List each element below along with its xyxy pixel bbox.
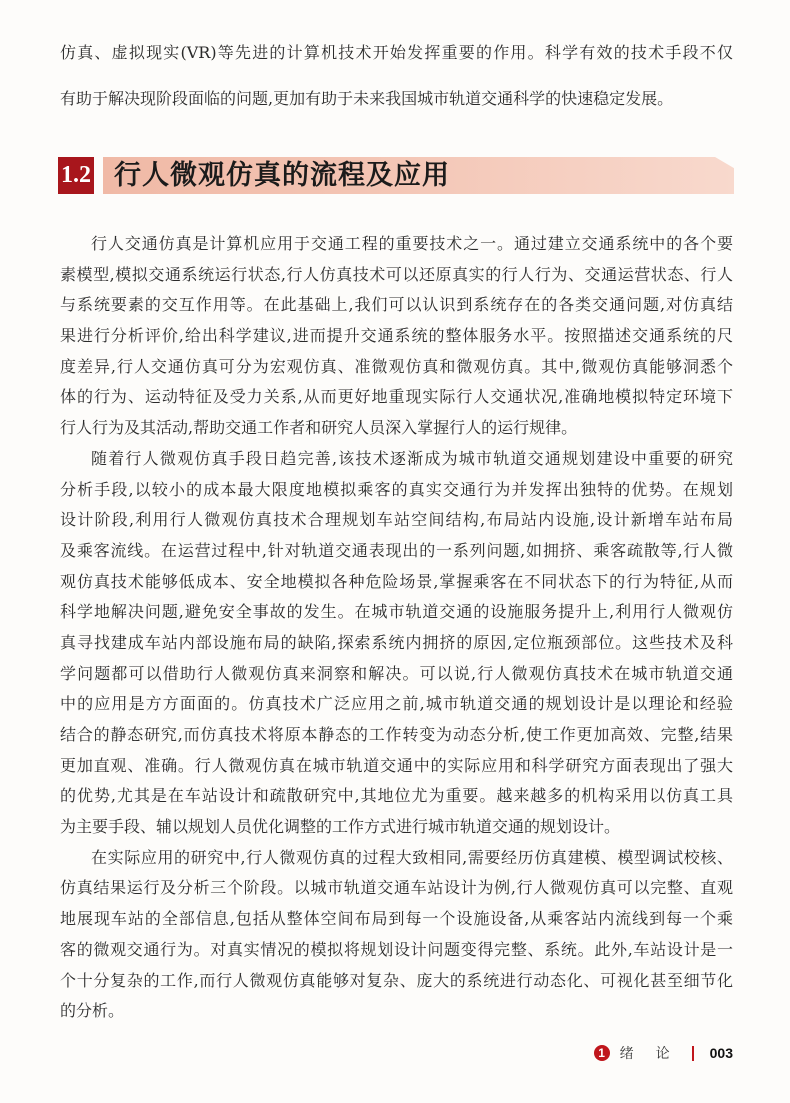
page-number: 003 <box>709 1045 733 1061</box>
text-line: 结合的静态研究,而仿真技术将原本静态的工作转变为动态分析,使工作更加高效、完整,结果 <box>60 725 733 744</box>
body-text <box>60 229 733 1027</box>
text-line: 行人交通仿真是计算机应用于交通工程的重要技术之一。通过建立交通系统中的各个要 <box>91 234 733 253</box>
text-line: 果进行分析评价,给出科学建议,进而提升交通系统的整体服务水平。按照描述交通系统的尺 <box>60 326 733 346</box>
text-line: 观仿真技术能够低成本、安全地模拟各种危险场景,掌握乘客在不同状态下的行为特征,从而 <box>60 571 733 591</box>
body-paragraph <box>60 843 733 1027</box>
text-line: 行人行为及其活动,帮助交通工作者和研究人员深入掌握行人的运行规律。 <box>60 418 578 438</box>
text-line: 素模型,模拟交通系统运行状态,行人仿真技术可以还原真实的行人行为、交通运营状态、行人 <box>60 264 733 284</box>
chapter-number-icon: 1 <box>594 1045 610 1061</box>
text-line: 的优势,尤其是在车站设计和疏散研究中,其地位尤为重要。越来越多的机构采用以仿真工具 <box>60 786 733 806</box>
text-line: 分析手段,以较小的成本最大限度地模拟乘客的真实交通行为并发挥出独特的优势。在规划 <box>60 479 733 499</box>
section-heading <box>58 157 734 194</box>
text-line: 在实际应用的研究中,行人微观仿真的过程大致相同,需要经历仿真建模、模型调试校核、 <box>91 847 733 867</box>
text-line: 科学地解决问题,避免安全事故的发生。在城市轨道交通的设施服务提升上,利用行人微观仿 <box>60 602 733 622</box>
section-number: 1.2 <box>58 157 94 194</box>
text-line: 仿真结果运行及分析三个阶段。以城市轨道交通车站设计为例,行人微观仿真可以完整、直观 <box>60 878 733 898</box>
text-line: 设计阶段,利用行人微观仿真技术合理规划车站空间结构,布局站内设施,设计新增车站布局 <box>60 510 733 530</box>
text-line: 更加直观、准确。行人微观仿真在城市轨道交通中的实际应用和科学研究方面表现出了强大 <box>60 755 733 775</box>
text-line: 为主要手段、辅以规划人员优化调整的工作方式进行城市轨道交通的规划设计。 <box>60 817 621 837</box>
text-line: 有助于解决现阶段面临的问题,更加有助于未来我国城市轨道交通科学的快速稳定发展。 <box>60 89 674 108</box>
intro-paragraph <box>60 30 733 122</box>
text-line: 体的行为、运动特征及受力关系,从而更好地重现实际行人交通状况,准确地模拟特定环境下 <box>60 387 733 407</box>
text-line: 度差异,行人交通仿真可分为宏观仿真、准微观仿真和微观仿真。其中,微观仿真能够洞悉个 <box>60 356 733 376</box>
section-title: 行人微观仿真的流程及应用 <box>114 160 450 191</box>
text-line: 的分析。 <box>60 1001 125 1021</box>
text-line: 真寻找建成车站内部设施布局的缺陷,探索系统内拥挤的原因,定位瓶颈部位。这些技术及科 <box>60 632 733 652</box>
text-line: 与系统要素的交互作用等。在此基础上,我们可以认识到系统存在的各类交通问题,对仿真结 <box>60 295 733 315</box>
text-line: 仿真、虚拟现实(VR)等先进的计算机技术开始发挥重要的作用。科学有效的技术手段不仅 <box>60 43 733 62</box>
text-line: 及乘客流线。在运营过程中,针对轨道交通表现出的一系列问题,如拥挤、乘客疏散等,行人微 <box>60 540 733 560</box>
body-paragraph <box>60 229 733 444</box>
divider <box>692 1046 694 1061</box>
page-footer <box>594 1042 733 1064</box>
text-line: 客的微观交通行为。对真实情况的模拟将规划设计问题变得完整、系统。此外,车站设计是一 <box>60 939 733 959</box>
body-paragraph <box>60 444 733 843</box>
text-line: 随着行人微观仿真手段日趋完善,该技术逐渐成为城市轨道交通规划建设中重要的研究 <box>91 448 733 468</box>
text-line: 学问题都可以借助行人微观仿真来洞察和解决。可以说,行人微观仿真技术在城市轨道交通 <box>60 663 733 683</box>
chapter-title: 绪论 <box>619 1046 692 1062</box>
text-line: 中的应用是方方面面的。仿真技术广泛应用之前,城市轨道交通的规划设计是以理论和经验 <box>60 694 733 714</box>
text-line: 地展现车站的全部信息,包括从整体空间布局到每一个设施设备,从乘客站内流线到每一个乘 <box>60 909 733 929</box>
text-line: 个十分复杂的工作,而行人微观仿真能够对复杂、庞大的系统进行动态化、可视化甚至细节化 <box>60 970 733 990</box>
